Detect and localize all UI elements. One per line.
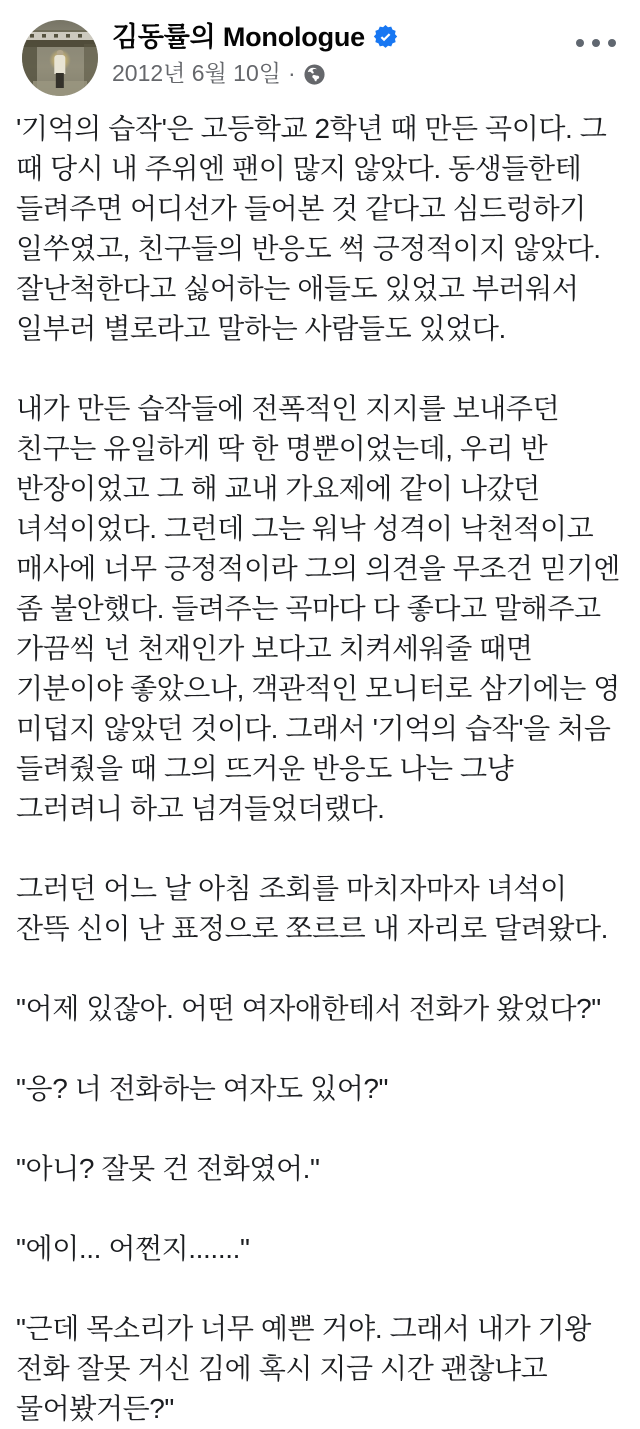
post-paragraph: "응? 너 전화하는 여자도 있어?" — [16, 1073, 389, 1104]
post-paragraph: '기억의 습작'은 고등학교 2학년 때 만든 곡이다. 그 때 당시 내 주위엔 팬이 많지 않았다. 동생들한테 들려주면 어디선가 들어본 것 같다고 심드렁하기 일쑤였고, 친구들의 반응도 썩 긍정적이지 않았다. 잘난척한다고 싫어하는 애들도 있었고 부러워서 일부러 별로라고 말하는 사람들도 있었다. — [16, 113, 607, 344]
meta-separator: · — [287, 60, 296, 87]
avatar-person-torso — [54, 55, 65, 74]
header-text — [112, 20, 398, 87]
post-paragraph: "어제 있잖아. 어떤 여자애한테서 전화가 왔었다?" — [16, 993, 601, 1024]
post-options-button[interactable] — [568, 26, 624, 60]
meta-row — [112, 60, 398, 87]
avatar-bridge-sign — [27, 30, 94, 40]
verified-badge-icon — [373, 25, 398, 50]
post-timestamp[interactable]: 2012년 6월 10일 — [112, 59, 281, 86]
profile-avatar[interactable] — [22, 20, 98, 96]
post-paragraph: 그러던 어느 날 아침 조회를 마치자마자 녀석이 잔뜩 신이 난 표정으로 쪼르르 내 자리로 달려왔다. — [16, 873, 608, 944]
page-name[interactable]: 김동률의 Monologue — [112, 22, 365, 52]
globe-privacy-icon — [303, 63, 326, 86]
avatar-person-legs — [56, 73, 64, 87]
name-row — [112, 22, 398, 53]
post-header — [0, 0, 640, 96]
post-paragraph: 내가 만든 습작들에 전폭적인 지지를 보내주던 친구는 유일하게 딱 한 명뿐이었는데, 우리 반 반장이었고 그 해 교내 가요제에 같이 나갔던 녀석이었다. 그런데 그는 워낙 성격이 낙천적이고 매사에 너무 긍정적이라 그의 의견을 무조건 믿기엔 좀 불안했다. 들려주는 곡마다 다 좋다고 말해주고 가끔씩 넌 천재인가 보다고 치켜세워줄 때면 기분이야 좋았으나, 객관적인 모니터로 삼기에는 영 미덥지 않았던 것이다. 그래서 '기억의 습작'을 처음 들려줬을 때 그의 뜨거운 반응도 나는 그냥 그러려니 하고 넘겨들었더랬다. — [16, 393, 620, 824]
post-paragraph: "근데 목소리가 너무 예쁜 거야. 그래서 내가 기왕 전화 잘못 거신 김에 혹시 지금 시간 괜찮냐고 물어봤거든?" — [16, 1313, 591, 1424]
post-paragraph: "에이... 어쩐지......." — [16, 1233, 250, 1264]
ellipsis-icon — [576, 39, 616, 47]
post-content — [0, 109, 640, 1429]
post-paragraph: "아니? 잘못 건 전화였어." — [16, 1153, 320, 1184]
